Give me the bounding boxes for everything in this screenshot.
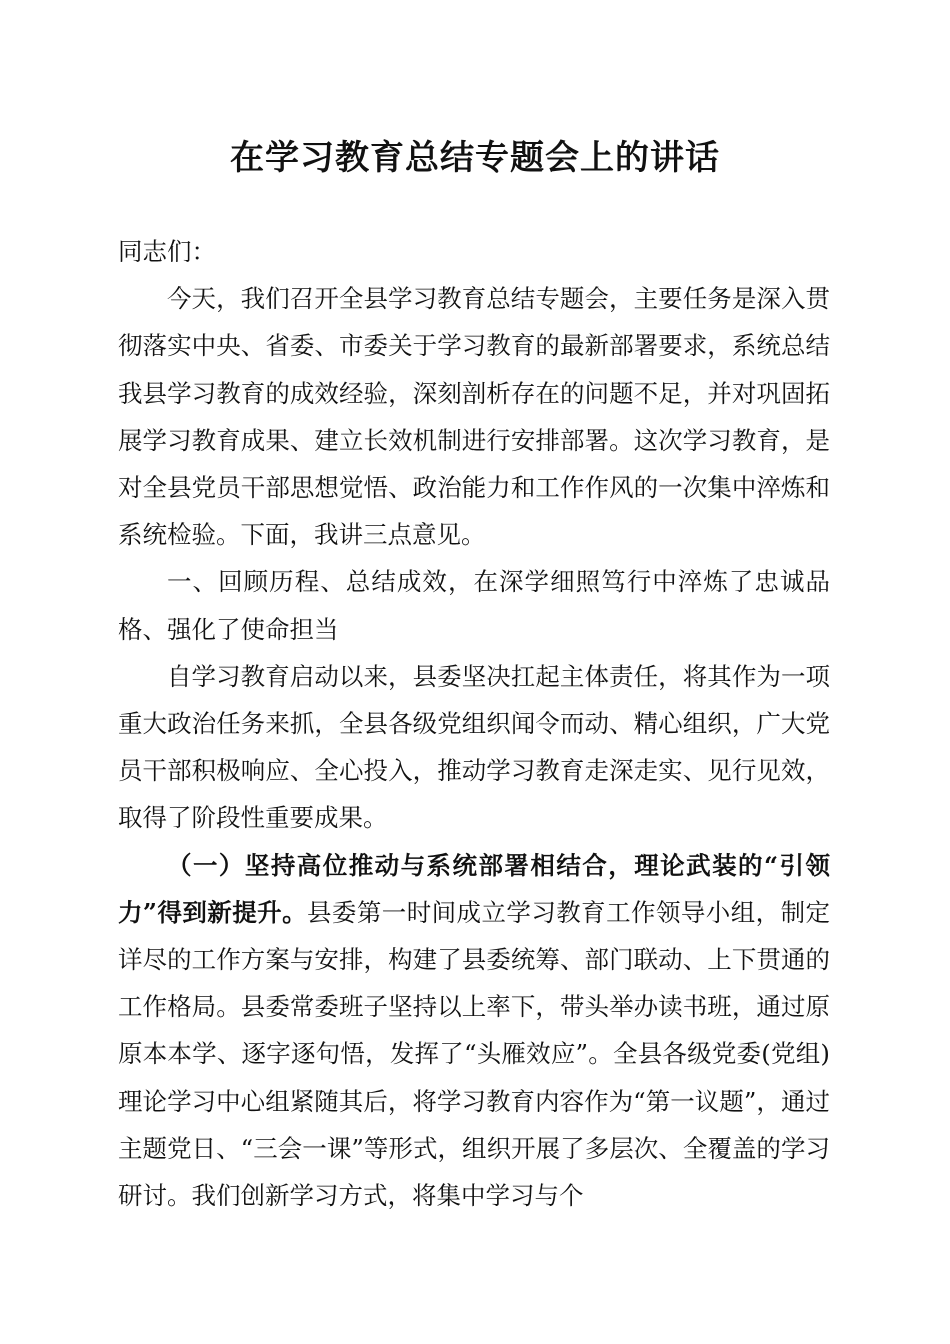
section-heading-1: 一、回顾历程、总结成效，在深学细照笃行中淬炼了忠诚品格、强化了使命担当 <box>118 567 830 644</box>
subsection-1-paragraph <box>118 842 830 1220</box>
intro-paragraph: 今天，我们召开全县学习教育总结专题会，主要任务是深入贯彻落实中央、省委、市委关于学习教育的最新部署要求，系统总结我县学习教育的成效经验，深刻剖析存在的问题不足，并对巩固拓展学习教育成果、建立长效机制进行安排部署。这次学习教育，是对全县党员干部思想觉悟、政治能力和工作作风的一次集中淬炼和系统检验。下面，我讲三点意见。 <box>118 284 830 550</box>
document-title: 在学习教育总结专题会上的讲话 <box>230 138 720 178</box>
subsection-heading-1: （一）坚持高位推动与系统部署相结合，理论武装的“引领力”得到新提升。 <box>118 850 830 927</box>
subsection-1-body: 县委第一时间成立学习教育工作领导小组，制定详尽的工作方案与安排，构建了县委统筹、部门联动、上下贯通的工作格局。县委常委班子坚持以上率下，带头举办读书班，通过原原本本学、逐字逐句悟，发挥了“头雁效应”。全县各级党委(党组)理论学习中心组紧随其后，将学习教育内容作为“第一议题”，通过主题党日、“三会一课”等形式，组织开展了多层次、全覆盖的学习研讨。我们创新学习方式，将集中学习与个 <box>118 897 831 1211</box>
salutation: 同志们： <box>118 237 216 266</box>
document-body <box>118 228 830 1219</box>
section-1-intro-paragraph: 自学习教育启动以来，县委坚决扛起主体责任，将其作为一项重大政治任务来抓，全县各级党组织闻令而动、精心组织，广大党员干部积极响应、全心投入，推动学习教育走深走实、见行见效，取得了阶段性重要成果。 <box>118 661 830 833</box>
